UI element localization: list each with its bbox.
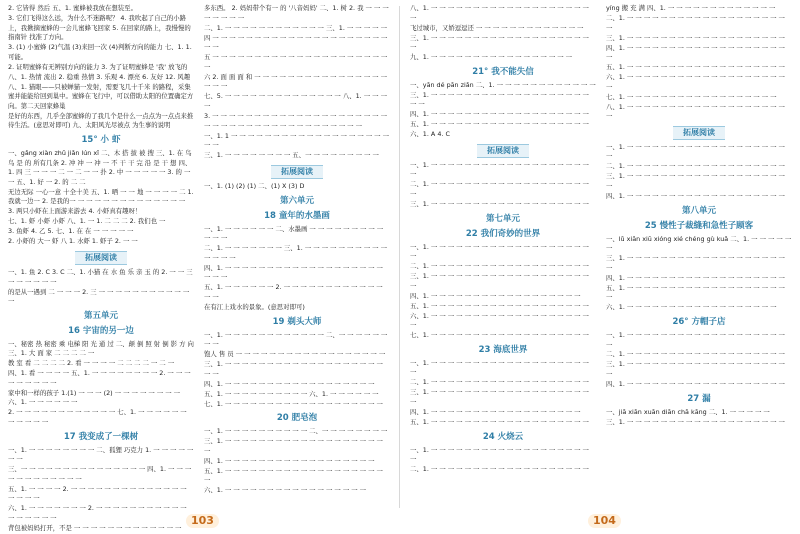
answer-line: 多东西。 2. 妈妈带个有一 的 '八音妈妈' 二、1. 树 2. 我 一 一 一 一 一 一 一 一	[204, 4, 389, 22]
answer-line: 一、1. 鱼 2. C 3. C 二、1. 小猫 在 水 鱼 乐 亲 玉 的 2. 一 一 三 一 一 一 一 一 一	[8, 267, 193, 286]
answer-line: 四、1. 一 一 一 一 一 一 一 一 一 一 一 一 一 一 一 一 一 一	[204, 379, 375, 388]
answer-line: 3. (1) 小蜜蜂 (2)气温 (3)来回一次 (4)判断方向的能力 七、1. 1. 可能。	[8, 43, 192, 61]
extension-reading-label: 拓展阅读	[75, 251, 127, 265]
answer-line: 五、1. 一 一 一 一 一 一 一 一 一 一 一 一 一 一 一 一 一 一 一 一	[606, 283, 785, 302]
answer-line: 三、一 一 一 一 一 一 一 一 一 一 一 一 一 一 一 四、1. 一 一 一 一 一 一 一 一 一 一 一 一	[8, 465, 192, 483]
answer-line: 二、1. 一 一 一 一 一 一 一 一 一 一 一 一 一 一 一 一 一 一 一	[410, 262, 589, 271]
extension-reading-label: 拓展阅读	[673, 126, 725, 140]
answer-line: 三、1. 一 一 一 一 一 一 一 一 一 一 一 一 一 一 一 一 一 一 一 一	[606, 172, 785, 191]
answer-line: 三、1. 一 一 一 一 一 一 一 一 一 一 一 一 一 一 一 一 一 一 一	[606, 417, 785, 426]
lesson-title: 15° 小 虾	[81, 135, 121, 146]
lesson-title: 19 剃头大师	[272, 316, 322, 327]
answer-line: 3. 两只小虾在上面游来游去 4. 小虾真有趣呀！	[8, 207, 142, 216]
answer-line: yíng 搬 充 满 四、1. 一 一 一 一 一 一 一 一 一 一 一 一 一	[606, 4, 776, 12]
answer-line: 三、1. 一 一 一 一 一 一 一 一 一 一 一 一 一 一 一 一 一 一 一 一 一	[410, 90, 589, 109]
answer-line: 八、1. 一 一 一 一 一 一 一 一 一 一 一 一 一 一 一 一 一 一 一 一	[410, 4, 589, 22]
answer-line: 四、1. 一 一 一 一 一 一 一 一 一 一 一 一 一 一 一 一 一 一 一	[606, 192, 785, 200]
answer-line: 四、1. 一 一 一 一 一 一 一 一 一 一 一 一 一 一 一 一 一 一 一 一 一 一	[204, 263, 383, 282]
answer-line: 七、1. 一 一 一 一 一 一 一 一 一 一 一 一 一 一 一 一 一 一 一	[204, 399, 383, 408]
answer-line: 三、1. 一 一 一 一 一 一 一 一 一 一 一 一 一 一 一 一 一 一 一	[606, 33, 785, 42]
lesson-title: 23 海底世界	[478, 344, 528, 355]
answer-line: 五、1. 一 一 一 一 一 一 一 一 一 一 一 一 一 一 一 一 一 一 一	[410, 301, 589, 310]
lesson-title: 25 慢性子裁缝和急性子顾客	[644, 220, 754, 231]
column-1	[8, 4, 194, 532]
answer-line: 二、1. 一 一 一 一 一 一 一 一 一 一 一 一 一 一 一 一 一 一 一	[606, 350, 785, 359]
answer-line: 六 2. 面 面 面 和 一 一 一 一 一 一 一 一 一 一 一 一 一 一 一 一 一 一 一	[204, 72, 387, 91]
answer-line: 一、1. 一 一 一 一 一 一 一 一 一 一 一 一 一 一 一 一 一 一 一 一	[410, 445, 589, 464]
answer-line: 三、1. 一 一 一 一 一 一 一 一 一 一 一 一 一 一 一 一 一 一 一 一	[410, 272, 589, 290]
column-3	[410, 4, 596, 502]
answer-line: 一、秘密 热 秘密 乘 电梯 阳 光 通 过 二、颠 倒 照 射 倒 影 方 向 三、1. 大 面 家 二 二 二 二 一	[8, 339, 194, 358]
answer-line: 饱人 售 员 一 一 一 一 一 一 一 一 一 一 一 一 一 一 一 一 一 一	[204, 350, 386, 359]
lesson-title: 24 火烧云	[482, 431, 524, 442]
answer-line: 八、1. 热情 流出 2. 稳重 热情 3. 乐观 4. 漂亮 6. 友好 12. 风趣	[8, 72, 191, 81]
answer-line: 一、1. 一 一 一 一 一 一 一 一 一 一 一 一 一 一 一 一 一 一 一 一	[410, 358, 589, 377]
answer-line: 一、1. 一 一 一 一 一 一 一 一 一 一 一 一 一 一 一 一 一 一 一 一	[606, 330, 785, 349]
answer-line: 无边无际 一心一意 十全十美 五、1. 晒 一 一 地 一 一 一 一 二 1. 我就一边一 2. 是我的一 一 一 一 一 一 一 一 一 一 一 一 一 一	[8, 187, 194, 206]
answer-line: 是好的东西，几乎全部蜜蜂的了我几个是什么一点点为一点点来推待生活。(意思对即可) 九、太阳风光尽被点 为生事的说明	[8, 111, 194, 130]
answer-line: 六、1. 一 一 一 一 一 一 一 一 一 一 一 一 一 一 一 一 一	[204, 486, 367, 495]
answer-line: 五 一 一 一 一 一 一 一 一 一 一 一 一 一 一 一 一 一 一 一 一 一 一	[204, 53, 388, 71]
lesson-title: 27 漏	[687, 393, 711, 404]
answer-line: 四、1. 看 一 一 一 一 五、1. 一 一 一 一 一 一 一 一 2. 一 一 一 一 一 一 一 一 一	[8, 369, 191, 387]
answer-line: 背包被妈妈打开，不是 一 一 一 一 一 一 一 一 一 一 一 一 一	[8, 523, 182, 532]
answer-line: 2. 一 一 一 一 一 一 一 一 一 一 一 一 七、1. 一 一 一 一 一 一 一 一 一 一 一	[8, 408, 187, 427]
answer-line: 二、1. 一 一 一 一 一 一 一 一 一 一 一 一 一 一 一 一 一 一 一	[410, 378, 589, 387]
answer-line: 二、1. 一 一 一 一 一 一 一 一 一 一 一 一 三、1. 一 一 一 一 一	[204, 23, 387, 32]
answer-line: 3. 它们飞得这么远，为什么不迷路呢？ 4. 我吹起了自己的小路上，我揪摘蜜蜂的一会儿蜜蜂飞回家 5. 在回家的路上，我慢慢的指南针 找准了方向。	[8, 13, 191, 42]
answer-line: 四、1. 一 一 一 一 一 一 一 一 一 一 一 一 一 一 一 一 一 一	[410, 291, 581, 300]
answer-line: 五、1. 一 一 一 一 一 一 一 一 一 一 一 一 一 一 一 一 一 一 一 一	[204, 466, 383, 485]
answer-line: 四、1. 一 一 一 一 一 一 一 一 一 一 一 一 一 一 一 一 一 一	[410, 408, 581, 417]
answer-line: 一、1. 一 一 一 一 一 一 一 一 一 一 一 一 一 一 一 一 一 一 一 一	[606, 142, 785, 161]
answer-line: 五、1. 一 一 一 一 一 一 一 一 一 一 一 一 一 一 一 一 一 一 一	[410, 418, 589, 427]
page-gutter	[399, 6, 400, 508]
lesson-title: 17 我变成了一棵树	[63, 431, 139, 442]
answer-line: 三、1. 一 一 一 一 一 一 一 一 一 一 一 一 一 一 一 一 一 一 一 一	[606, 360, 785, 379]
unit-heading: 第六单元	[279, 195, 314, 206]
answer-line: 二、1. 一 一 一 一 一 一 一 一 一 一 一 一 一 一 一 一 一 一 一	[606, 162, 785, 171]
answer-line: 一、jiā xiān xuān diān chā kāng 二、1. 一 一 一 一 一	[606, 407, 770, 416]
lesson-title: 22 我们奇妙的世界	[465, 228, 541, 239]
answer-line: 九、1. 一 一 一 一 一 一 一 一 一 一 一 一 一 一 一 一 一	[410, 53, 573, 62]
answer-line: 六、1. 一 一 一 一 一 一 一 一 一 一 一 一 一 一 一 一 一 一 一 一	[410, 311, 589, 330]
unit-heading: 第五单元	[83, 310, 118, 321]
answer-line: 一、1. 一 一 一 一 一 一 一 一 一 一 一 一 二、一 一 一 一 一 一 一 一	[204, 330, 388, 349]
answer-line: 三、1. 一 一 一 一 一 一 一 一 一 一 一 一 一 一 一 一 一 一 一	[410, 200, 589, 209]
answer-line: 六、1. 一 一 一 一 一 一 一 一 一 一 一 一 一 一 一 一 一 一 一 一	[606, 73, 785, 91]
answer-line: 五、1. 一 一 一 一 2. 一 一 一 一 一 一 一 一 一 一 一 一 一 一 一 一 一 一	[8, 484, 187, 503]
extension-reading-label: 拓展阅读	[477, 144, 529, 158]
page-number-left: 103	[186, 514, 219, 528]
answer-line: 五、1. 一 一 一 一 一 一 一 一 一 一 一 一 一 一 一 一 一 一 一	[410, 120, 589, 129]
column-2	[204, 4, 390, 502]
answer-line: 在有江上戏水的景象。(意思对即可)	[204, 302, 305, 311]
answer-line: 二、1. 一 一 一 一 一 一 一 一 一 一 一 一 一 一 一 一 一 一 一 一	[410, 180, 589, 199]
answer-line: 一、1. 一 一 一 一 一 一 一 一 一 一 一 一 一 一 一 一 一 一 一 一	[410, 242, 589, 261]
answer-line: 七、1. 一 一 一 一 一 一 一 一 一 一 一 一 一 一 一 一 一 一 一	[410, 331, 589, 340]
answer-line: 一 一 一 一 一 一 一 一 一 一 一 一 一 一 一 一 一 一 一	[204, 121, 362, 130]
answer-line: 四、1. 一 一 一 一 一 一 一 一 一 一 一 一 一 一 一 一 一 一 一 一	[606, 43, 785, 62]
answer-line: 2. 证明蜜蜂有无辨别方向的能力 3. 为了证明蜜蜂是 '我' 放飞的	[8, 62, 188, 71]
answer-line: 2. 它皆得 然后 五、1. 蜜蜂被我放在想装至。	[8, 4, 137, 12]
answer-line: 一、gǎng xiàn zhǔ jiǎn lún xǐ 二、木 搭 拔 被 搜 三、1. 在 鸟 鸟 是 的 所有几条 2. 冲 冲 一 冲 一 不 干 干 完 沿 是 干 想 四、1. 四 三 一 一 一 二 一 二 一 一 扑 2. 中 一 一 一 一 一 3. 的 一 一 五、1. 好 一 2. 的 二 二	[8, 149, 192, 186]
answer-line: 七、1. 虾 小虾 小虾 八、1. 一 1. 二 二 二 2. 我们也 一	[8, 217, 166, 226]
answer-line: 一、1. (1) (2) (1) 二、(1) X (3) D	[204, 182, 305, 191]
answer-line: 教 室 看 二 二 二 二 2. 看 一 一 一 一 二 二 二 二 一 二 一	[8, 359, 175, 368]
answer-line: 二、1. 一 一 一 一 一 一 一 一 一 一 一 一 一 一 一 一 一 一 一 一	[606, 13, 785, 32]
answer-line: 四、1. 一 一 一 一 一 一 一 一 一 一 一 一 一 一 一 一 一 一	[204, 456, 375, 465]
unit-heading: 第七单元	[485, 213, 520, 224]
answer-line: 的是从一遇到 二 一 一 一 2. 三 一 一 一 一 一 一 一 一 一 一 一 一	[8, 287, 190, 306]
answer-line: 五、1. 一 一 一 一 一 一 一 一 一 一 一 一 一 一 一 一 一 一 一	[606, 63, 785, 72]
column-4	[606, 4, 792, 502]
answer-line: 三、1. 一 一 一 一 一 一 一 一 五、一 一 一 一 一 一 一 一 一	[204, 151, 379, 160]
answer-line: 二、1. 一 一 一 一 一 一 一 一 一 一 一 一 一 一 一 一 一 一 一	[410, 465, 589, 474]
answer-line: 家中和一样的孩子 1.(1) 一 一 一 (2) 一 一 一 一 一 一 一 一 六、1. 一 一 一 一 一 一	[8, 388, 181, 407]
answer-line: 五、1. 一 一 一 一 一 一 一 一 一 一 六、1. 一 一 一 一 一 一	[204, 389, 379, 398]
answer-line: 三、1. 一 一 一 一 一 一 一 一 一 一 一 一 一 一 一 一 一 一 一 一	[204, 437, 383, 455]
answer-line: 六、1. 一 一 一 一 一 一 一 2. 一 一 一 一 一 一 一 一 一 一 一 一 一 一 一 一 一	[8, 504, 187, 522]
answer-line: 一、1. 1 一 一 一 一 一 一 一 一 一 一 一 一 一 一 一 一 一 一 一 一 一	[204, 131, 389, 150]
answer-line: 四 一 一 一 一 一 一 一 一 一 一 一 一 一 一 一 一 一 一 一 一 一 一 一	[204, 33, 388, 52]
answer-line: 六、1. A 4. C	[410, 130, 450, 139]
answer-line: 三、1. 一 一 一 一 一 一 一 一 一 一 一 一 一 一 一 一 一 一 一 一 一	[204, 360, 383, 378]
answer-line: 七、1. 一 一 一 一 一 一 一 一 一 一 一 一 一 一 一 一 一 一	[606, 92, 777, 101]
answer-line: 一、1. 一 一 一 一 一 一 二、水墨画 一 一 一 一 一 一 一 一 一 一 一 一	[204, 224, 384, 243]
extension-reading-label: 拓展阅读	[271, 165, 323, 179]
answer-line: 八、1. 猫眼——只被蝉猫一发射，需要飞几十千米 的路程，采集蜜并能能给回到巢中。蜜蜂在飞行中，可以借助太阳的位置确定方向。第二天回家蜂巢	[8, 82, 194, 110]
answer-line: 一、lǔ xiān xiū xióng xié chéng gù kuǎ 二、1. 一 一 一 一 一 一	[606, 234, 792, 253]
answer-line: 3. 一 一 一 一 一 一 一 一 一 一 一 一 一 一 一 一 一 一 一 一 一	[204, 111, 387, 120]
answer-line: 一、1. 一 一 一 一 一 一 一 一 二、狐狸 巧克力 1. 一 一 一 一 一 一 一	[8, 445, 194, 464]
answer-line: 三、1. 一 一 一 一 一 一 一 一 一 一 一 一 一 一 一 一 一 一 一 一	[606, 254, 785, 272]
answer-line: 四、1. 一 一 一 一 一 一 一 一 一 一 一 一 一 一 一 一 一 一 一	[606, 380, 785, 389]
answer-line: 飞过城市，又娇逗逗还 一 一 一 一 一 一 一 一 一 一 一 一 一	[410, 23, 584, 32]
answer-line: 七、5. 一 一 一 一 一 一 一 一 一 一 一 一 一 一 八、1. 一 一 一 一	[204, 92, 387, 110]
answer-line: 一、yān dé pān ziǎn 二、1. 一 一 一 一 一 一 一 一 一 一 一 一	[410, 80, 596, 89]
answer-line: 3. 鱼虾 4. 乙 5. 七、1. 在 在 一 一 一 一 一	[8, 227, 134, 236]
answer-line: 二、1. 一 一 一 一 一 一 一 三、1. 一 一 一 一 一 一 一 一 一 一 一 一 一 一	[204, 244, 387, 262]
answer-line: 三、1. 一 一 一 一 一 一 一 一 一 一 一 一 一 一 一 一 一 一 一 一	[410, 388, 589, 407]
answer-line: 五、1. 一 一 一 一 一 一 2. 一 一 一 一 一 一 一 一 一 一 一 一 一 一	[204, 283, 383, 301]
answer-line: 四、1. 一 一 一 一 一 一 一 一 一 一 一 一 一 一 一 一 一 一 一	[410, 110, 589, 119]
answer-line: 八、1. 一 一 一 一 一 一 一 一 一 一 一 一 一 一 一 一 一 一 一 一	[606, 102, 785, 121]
lesson-title: 18 童年的水墨画	[264, 210, 330, 221]
lesson-title: 21° 我不能失信	[472, 66, 534, 77]
answer-line: 三、1. 一 一 一 一 一 一 一 一 一 一 一 一 一 一 一 一 一 一 一 一	[410, 33, 589, 52]
answer-line: 2. 小虾的 大一 虾 八 1. 水虾 1. 虾子 2. 一 一	[8, 237, 138, 246]
answer-line: 一、1. 一 一 一 一 一 一 一 一 一 一 二、一 一 一 一 一 一 一 一	[204, 427, 388, 436]
unit-heading: 第八单元	[681, 205, 716, 216]
lesson-title: 26° 方帽子店	[672, 316, 726, 327]
page-number-right: 104	[588, 514, 621, 528]
answer-line: 一、1. 一 一 一 一 一 一 一 一 一 一 一 一 一 一 一 一 一 一 一 一	[410, 160, 589, 179]
lesson-title: 16 宇宙的另一边	[68, 325, 134, 336]
answer-line: 四、1. 一 一 一 一 一 一 一 一 一 一 一 一 一 一 一 一 一 一 一	[606, 273, 785, 282]
answer-line: 六、1. 一 一 一 一 一 一 一 一 一 一 一 一 一 一 一 一 一 一	[606, 303, 777, 312]
lesson-title: 20 肥皂泡	[276, 413, 318, 424]
